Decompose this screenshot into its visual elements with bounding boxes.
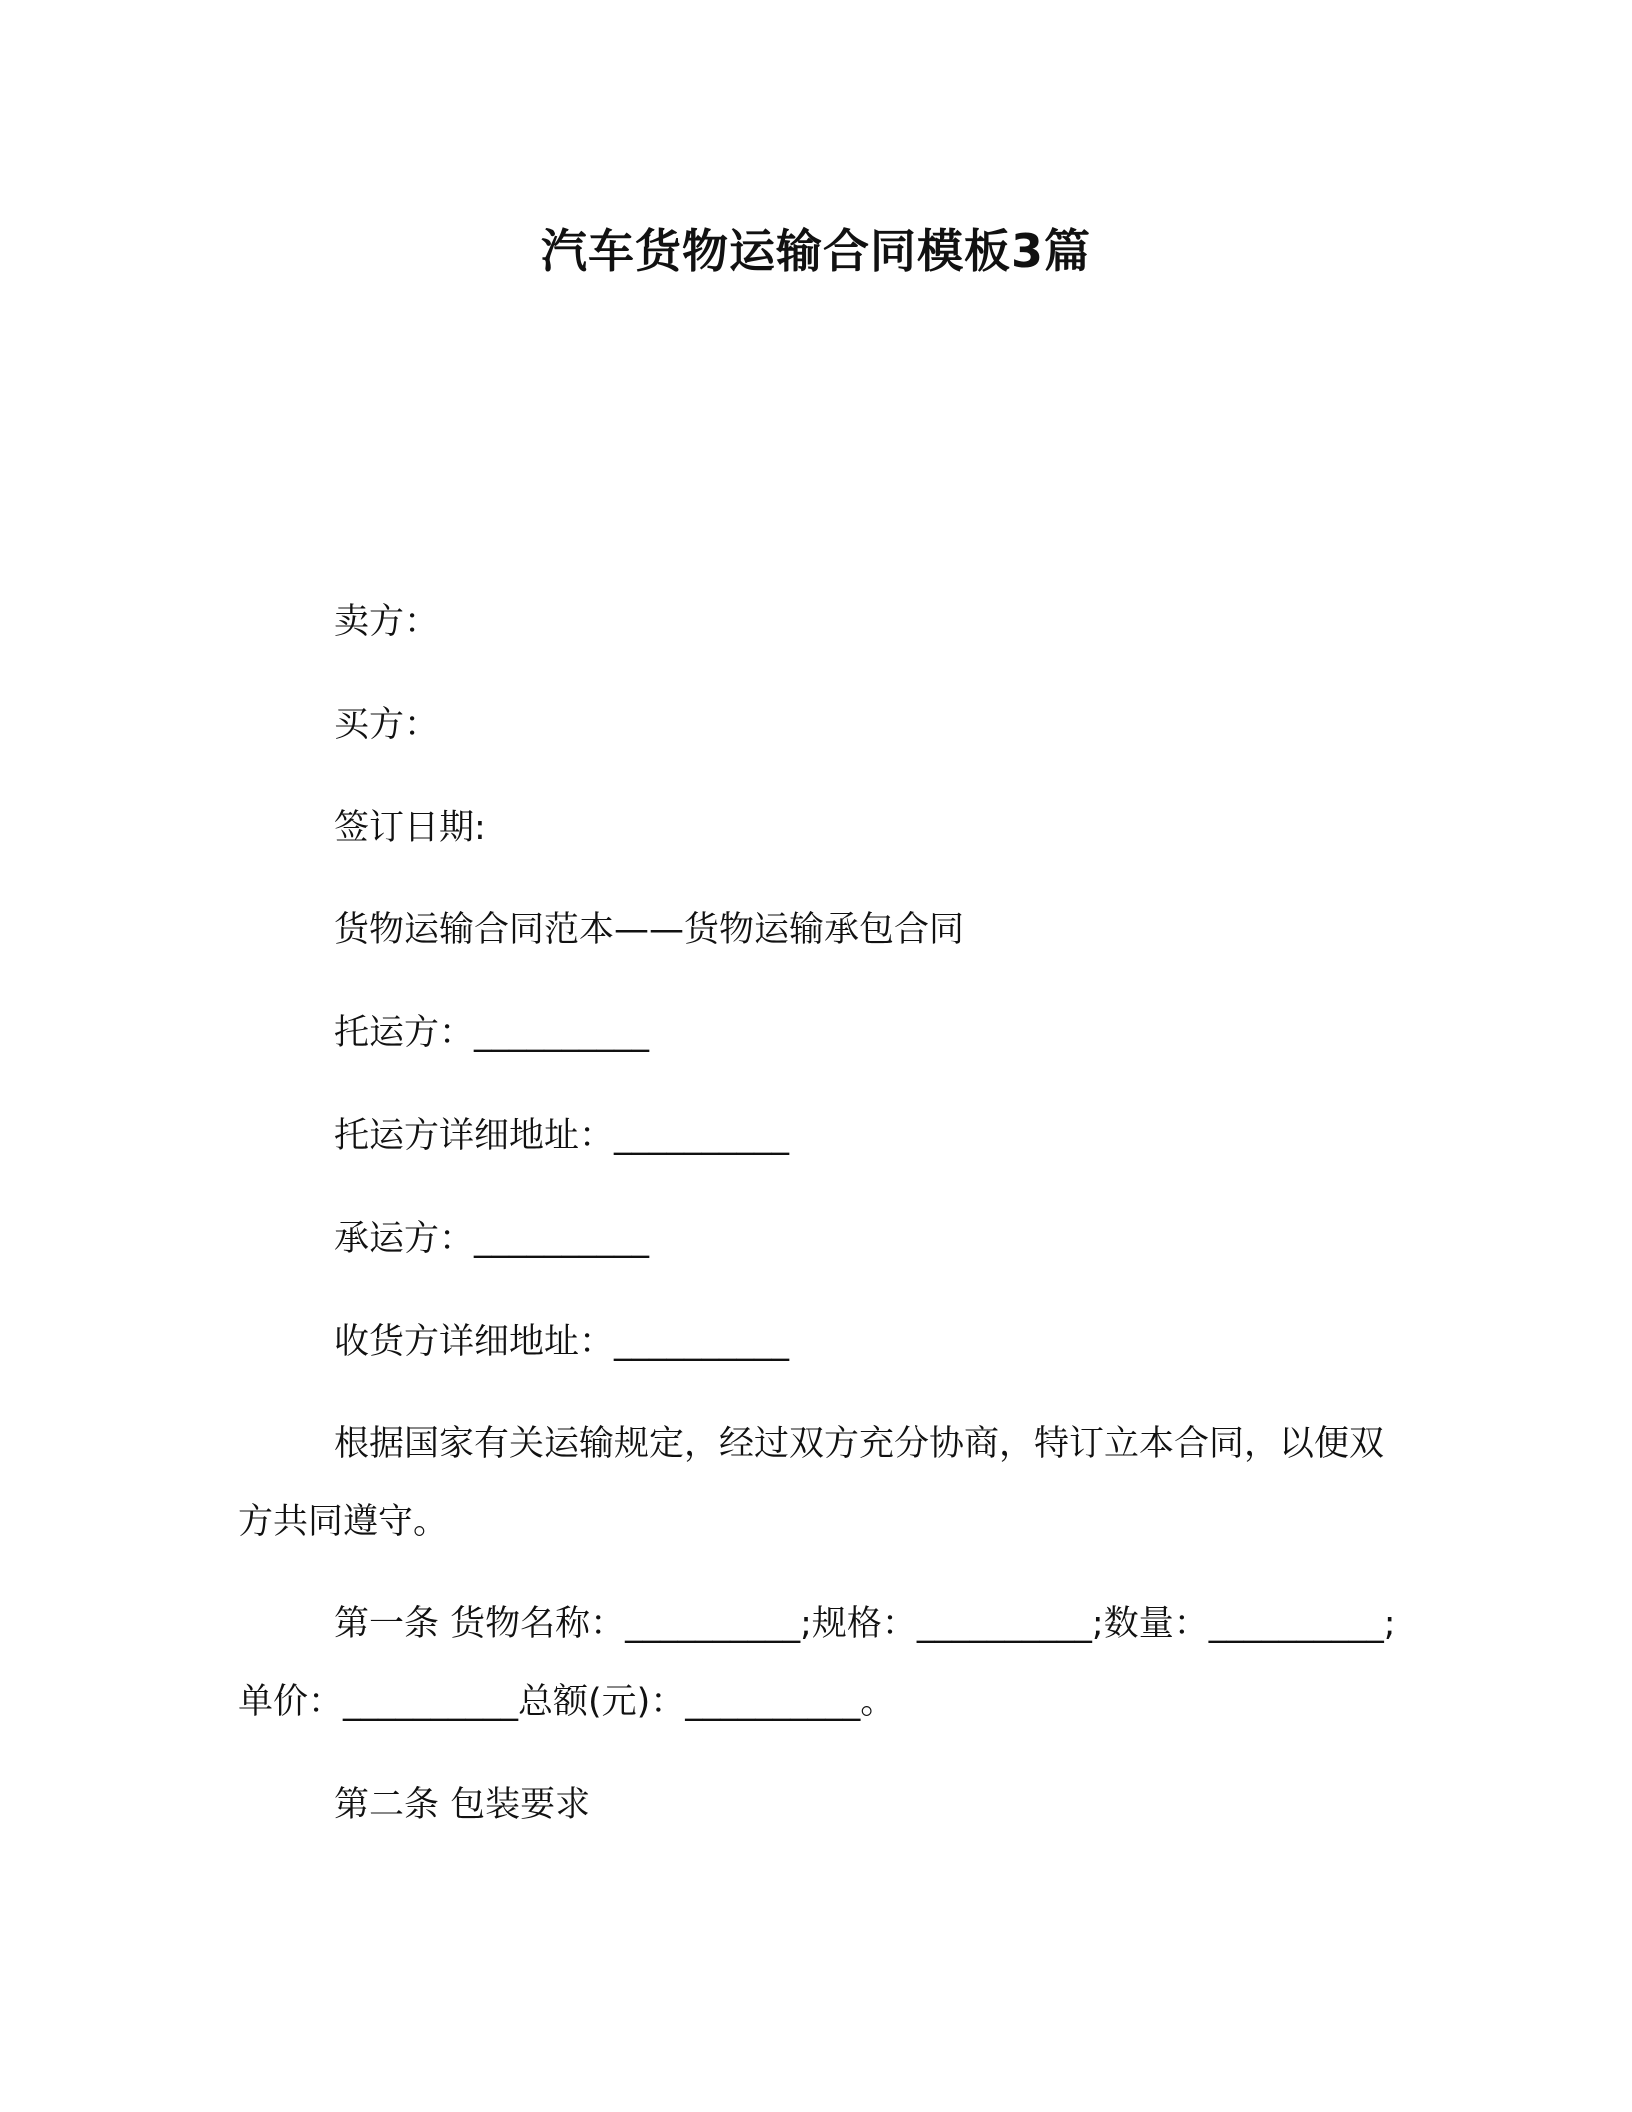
document-title: 汽车货物运输合同模板3篇 — [540, 224, 1091, 278]
sign-date-label: 签订日期: — [334, 808, 486, 848]
consignee-address-line: 收货方详细地址：__________ — [334, 1322, 790, 1362]
shipper-address-line: 托运方详细地址：__________ — [334, 1116, 790, 1156]
article-1-paragraph: 第一条 货物名称：__________;规格：__________;数量：__________;单价：__________总额(元)：__________。 — [238, 1604, 1396, 1722]
seller-label: 卖方： — [334, 602, 440, 642]
carrier-line: 承运方：__________ — [334, 1219, 650, 1259]
article-2-heading: 第二条 包装要求 — [334, 1785, 591, 1825]
shipper-line: 托运方：__________ — [334, 1013, 650, 1053]
contract-subtitle: 货物运输合同范本——货物运输承包合同 — [334, 910, 965, 950]
preamble-paragraph: 根据国家有关运输规定，经过双方充分协商，特订立本合同，以便双方共同遵守。 — [238, 1424, 1385, 1542]
buyer-label: 买方： — [334, 705, 440, 745]
